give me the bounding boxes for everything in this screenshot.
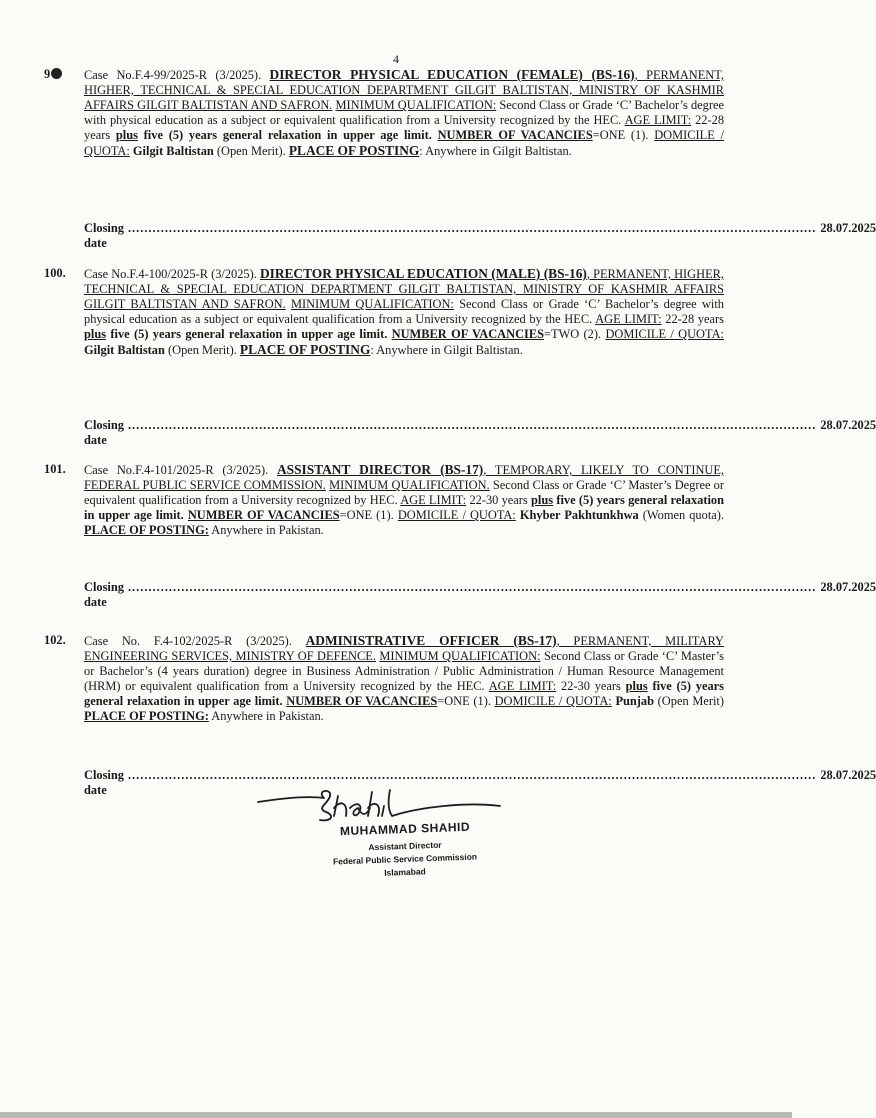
case-text-segment: Khyber Pakhtunkhwa — [519, 508, 639, 522]
case-text-segment: DOMICILE / QUOTA: — [84, 128, 724, 158]
case-text-segment: Second Class or Grade ‘C’ Master’s Degree or equivalent qualification from a University recognized by HEC. — [84, 478, 725, 507]
case-text-segment: 22-30 years — [556, 679, 626, 693]
case-text-segment: plus — [625, 679, 648, 693]
case-text-segment: plus — [115, 128, 138, 142]
case-text-segment: five (5) years general relaxation in upper age limit. — [84, 493, 725, 522]
case-text-segment: five (5) years general relaxation in upper age limit. — [106, 327, 392, 341]
closing-date-label: Closing date — [84, 418, 124, 447]
case-text-segment: Second Class or Grade ‘C’ Bachelor’s degree with physical education as a subject or equivalent qualification from a University recognized by the HEC. — [84, 297, 724, 326]
case-entry — [84, 633, 724, 724]
case-number: 100. — [44, 266, 66, 280]
case-text-segment: (Open Merit). — [164, 343, 240, 357]
closing-date-label: Closing date — [84, 768, 124, 797]
case-text-segment: DOMICILE / QUOTA: — [605, 327, 724, 341]
closing-date-value: 28.07.2025 — [820, 580, 876, 594]
case-number: 102. — [44, 633, 66, 647]
case-entry — [84, 266, 724, 358]
case-number: 9 — [44, 67, 82, 82]
dot-leader: ........................................................................................................................................................................ — [127, 221, 817, 235]
case-text-segment: NUMBER OF VACANCIES — [286, 694, 438, 708]
case-text-segment: (Open Merit). — [213, 144, 289, 158]
dot-leader: ........................................................................................................................................................................ — [127, 418, 817, 432]
case-text-segment: =ONE (1). — [437, 694, 495, 708]
case-text-segment: AGE LIMIT: — [595, 312, 662, 326]
case-text-segment: NUMBER OF VACANCIES — [187, 508, 340, 522]
case-text-segment: AGE LIMIT: — [488, 679, 557, 693]
case-number: 101. — [44, 462, 66, 476]
closing-date-label: Closing date — [84, 221, 124, 250]
scan-edge — [0, 1112, 792, 1118]
case-text-segment: 22-28 years — [84, 113, 725, 142]
case-text-segment: PLACE OF POSTING: — [84, 523, 209, 537]
dot-leader: ........................................................................................................................................................................ — [127, 580, 817, 594]
closing-date-row — [84, 418, 876, 448]
case-text-segment: : Anywhere in Gilgit Baltistan. — [419, 144, 572, 158]
case-text-segment: DIRECTOR PHYSICAL EDUCATION (MALE) (BS-16) — [259, 266, 587, 281]
case-text-segment: PLACE OF POSTING: — [84, 709, 209, 723]
case-text-segment: NUMBER OF VACANCIES — [391, 327, 545, 341]
case-text-segment: plus — [531, 493, 554, 507]
case-text-segment: AGE LIMIT: — [400, 493, 467, 507]
case-text-segment: Second Class or Grade ‘C’ Bachelor’s degree with physical education as a subject or equivalent qualification from a University recognized by the HEC. — [84, 98, 724, 127]
case-text-segment: , PERMANENT, HIGHER, TECHNICAL & SPECIAL EDUCATION DEPARTMENT GILGIT BALTISTAN, MINISTRY OF KASHMIR AFFAIRS GILGIT BALTISTAN AND SAFRON. — [84, 68, 724, 112]
closing-date-value: 28.07.2025 — [820, 418, 876, 432]
case-text-segment: DOMICILE / QUOTA: — [397, 508, 516, 522]
case-text-segment: five (5) years general relaxation in upper age limit. — [84, 679, 725, 708]
signatory-designation: Assistant Director — [368, 839, 442, 853]
case-text-segment: MINIMUM QUALIFICATION: — [379, 649, 541, 663]
case-text-segment: Case No.F.4-100/2025-R (3/2025). — [84, 267, 260, 281]
case-entry — [84, 67, 724, 159]
signatory-organization: Federal Public Service Commission — [332, 851, 478, 867]
case-text-segment: NUMBER OF VACANCIES — [437, 128, 593, 142]
dot-leader: ........................................................................................................................................................................ — [127, 768, 817, 782]
case-text-segment: PLACE OF POSTING — [239, 342, 371, 357]
case-text-segment: Punjab — [615, 694, 655, 708]
case-text-segment: Anywhere in Pakistan. — [208, 523, 324, 537]
case-text-segment: Case No.F.4-101/2025-R (3/2025). — [84, 463, 277, 477]
ink-blot-icon — [51, 68, 62, 79]
case-text-segment: ASSISTANT DIRECTOR (BS-17) — [276, 462, 484, 477]
case-text-segment: , TEMPORARY, LIKELY TO CONTINUE, FEDERAL PUBLIC SERVICE COMMISSION. — [84, 463, 725, 492]
case-text-segment: , PERMANENT, HIGHER, TECHNICAL & SPECIAL EDUCATION DEPARTMENT GILGIT BALTISTAN, MINISTRY OF KASHMIR AFFAIRS GILGIT BALTISTAN AND SAFRON. — [84, 267, 724, 311]
case-text-segment: (Women quota). — [638, 508, 724, 522]
case-text-segment: ADMINISTRATIVE OFFICER (BS-17) — [305, 633, 557, 648]
case-text-segment: (Open Merit) — [654, 694, 724, 708]
page-number: 4 — [393, 52, 399, 66]
case-text-segment: Anywhere in Pakistan. — [208, 709, 324, 723]
case-text-segment: MINIMUM QUALIFICATION: — [290, 297, 454, 311]
signatory-city: Islamabad — [384, 866, 426, 878]
closing-date-row — [84, 221, 876, 251]
case-text-segment: PLACE OF POSTING — [288, 143, 420, 158]
case-text-segment: : Anywhere in Gilgit Baltistan. — [370, 343, 523, 357]
case-text-segment: DOMICILE / QUOTA: — [494, 694, 612, 708]
case-text-segment: Gilgit Baltistan — [132, 144, 214, 158]
case-text-segment: MINIMUM QUALIFICATION: — [335, 98, 497, 112]
case-text-segment: =ONE (1). — [592, 128, 655, 142]
case-text-segment: five (5) years general relaxation in upper age limit. — [137, 128, 438, 142]
case-text-segment: , PERMANENT, MILITARY ENGINEERING SERVICES, MINISTRY OF DEFENCE. — [84, 634, 724, 663]
case-text-segment: Second Class or Grade ‘C’ Master’s or Bachelor’s (4 years duration) degree in Business Administration / Public Administration / Human Resource Management (HRM) or equivalent qualification from a University recognized by the HEC. — [84, 649, 724, 693]
case-text-segment: Case No.F.4-99/2025-R (3/2025). — [84, 68, 270, 82]
case-entry — [84, 462, 724, 538]
case-text-segment: 22-28 years — [661, 312, 725, 326]
case-text-segment: =ONE (1). — [339, 508, 398, 522]
signatory-name: MUHAMMAD SHAHID — [339, 819, 471, 839]
case-text-segment: plus — [84, 327, 107, 341]
closing-date-row — [84, 580, 876, 610]
closing-date-value: 28.07.2025 — [820, 768, 876, 782]
case-text-segment: MINIMUM QUALIFICATION. — [329, 478, 490, 492]
case-text-segment: Gilgit Baltistan — [84, 343, 165, 357]
closing-date-value: 28.07.2025 — [820, 221, 876, 235]
case-text-segment: Case No. F.4-102/2025-R (3/2025). — [84, 634, 306, 648]
case-text-segment: AGE LIMIT: — [624, 113, 692, 127]
case-text-segment: DIRECTOR PHYSICAL EDUCATION (FEMALE) (BS-16) — [269, 67, 635, 82]
case-text-segment: 22-30 years — [466, 493, 532, 507]
case-text-segment: =TWO (2). — [544, 327, 606, 341]
closing-date-label: Closing date — [84, 580, 124, 609]
